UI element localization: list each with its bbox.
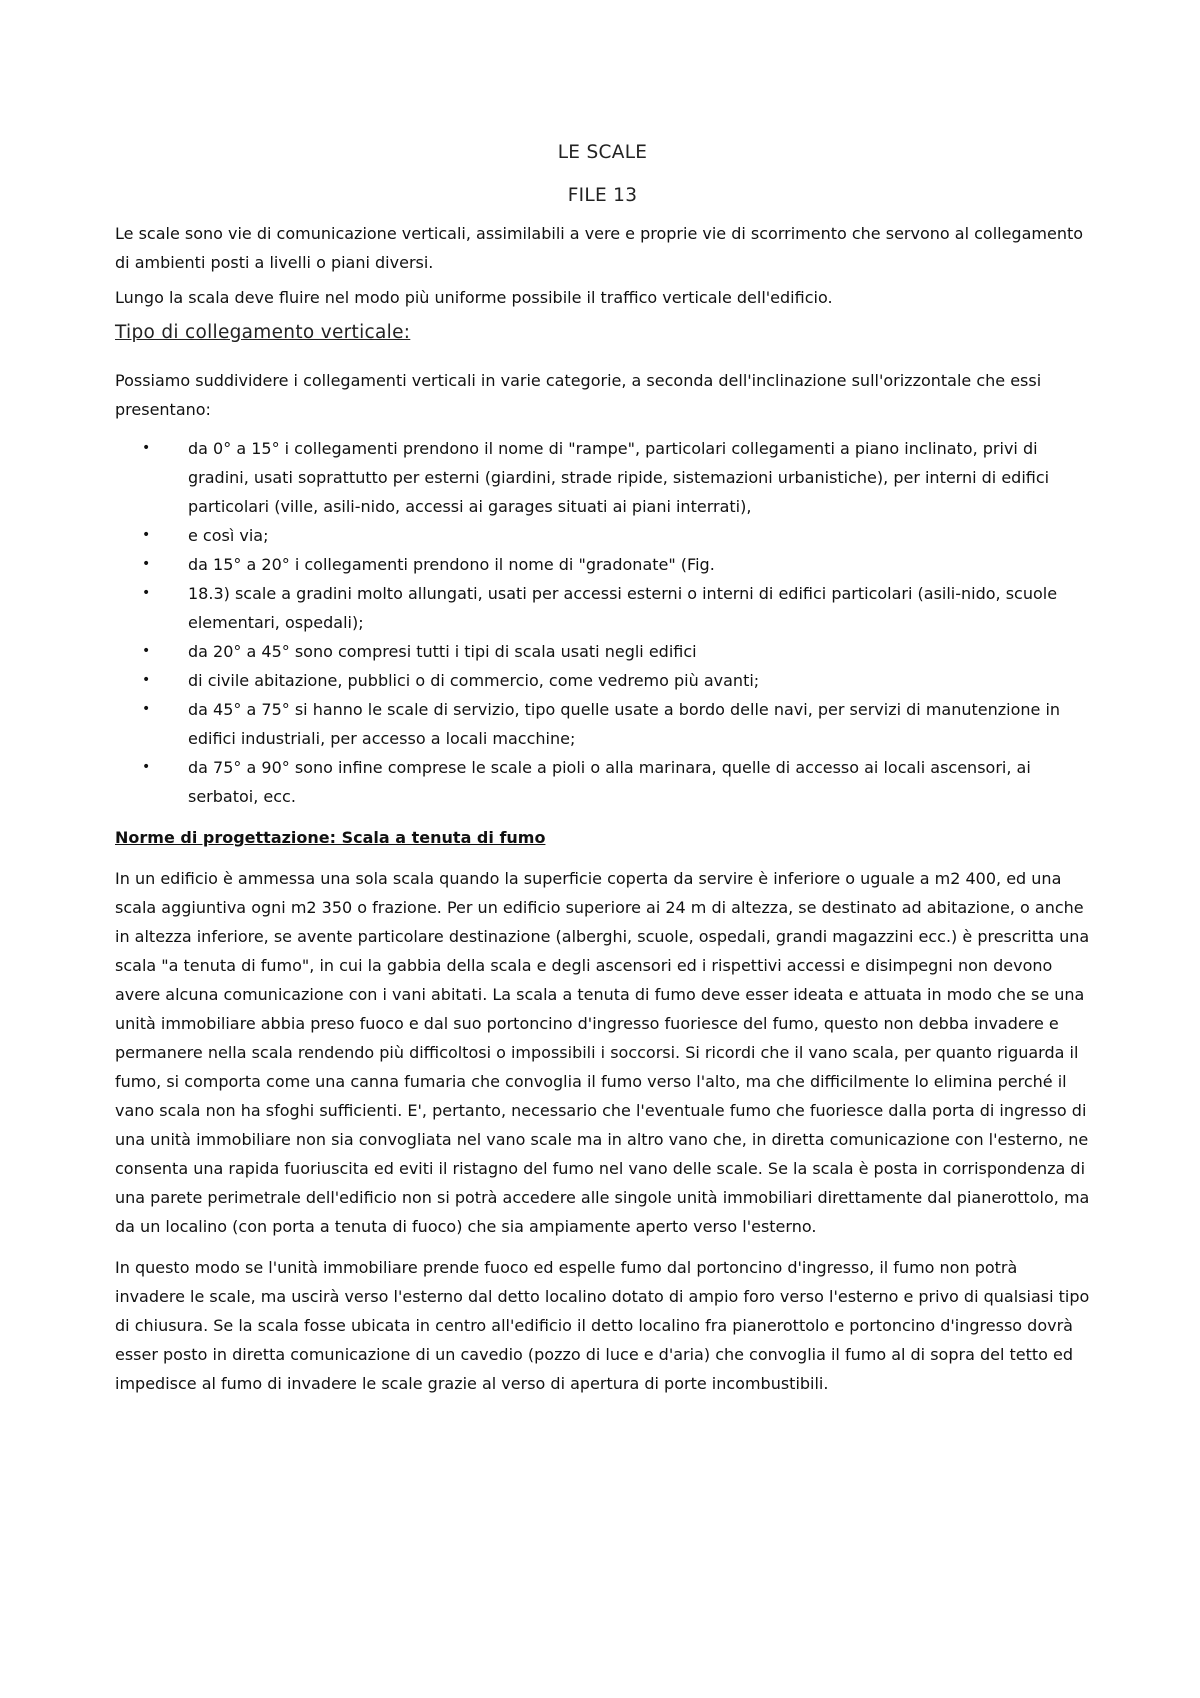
bullet-icon: • (142, 527, 151, 543)
list-item (115, 753, 1090, 811)
bullet-icon: • (142, 585, 151, 601)
bullet-icon: • (142, 440, 151, 456)
inclination-list (115, 434, 1090, 811)
list-item-text: 18.3) scale a gradini molto allungati, usati per accessi esterni o interni di edifici particolari (asili-nido, scuole elementari, ospedali); (188, 584, 1058, 632)
document-subtitle: FILE 13 (567, 185, 638, 206)
section-intro-paragraph: Possiamo suddividere i collegamenti verticali in varie categorie, a seconda dell'inclinazione sull'orizzontale che essi presentano: (115, 371, 1042, 419)
section-heading-tipo: Tipo di collegamento verticale: (115, 322, 411, 343)
traffic-paragraph: Lungo la scala deve fluire nel modo più uniforme possibile il traffico verticale dell'edificio. (115, 288, 833, 307)
bullet-icon: • (142, 759, 151, 775)
section-heading-norme: Norme di progettazione: Scala a tenuta di fumo (115, 828, 546, 847)
list-item-text: da 45° a 75° si hanno le scale di servizio, tipo quelle usate a bordo delle navi, per servizi di manutenzione in edifici industriali, per accesso a locali macchine; (188, 700, 1061, 748)
list-item-text: da 75° a 90° sono infine comprese le scale a pioli o alla marinara, quelle di accesso ai locali ascensori, ai serbatoi, ecc. (188, 758, 1031, 806)
bullet-icon: • (142, 701, 151, 717)
list-item-text: da 15° a 20° i collegamenti prendono il nome di "gradonate" (Fig. (188, 555, 715, 574)
list-item (115, 550, 1090, 579)
bullet-icon: • (142, 556, 151, 572)
list-item (115, 666, 1090, 695)
list-item-text: e così via; (188, 526, 269, 545)
norme-paragraph-2: In questo modo se l'unità immobiliare prende fuoco ed espelle fumo dal portoncino d'ingresso, il fumo non potrà invadere le scale, ma uscirà verso l'esterno dal detto localino dotato di ampio foro verso l'esterno e privo di qualsiasi tipo di chiusura. Se la scala fosse ubicata in centro all'edificio il detto localino fra pianerottolo e portoncino d'ingresso dovrà esser posto in diretta comunicazione di un cavedio (pozzo di luce e d'aria) che convoglia il fumo al di sopra del tetto ed impedisce al fumo di invadere le scale grazie al verso di apertura di porte incombustibili. (115, 1258, 1090, 1393)
list-item (115, 637, 1090, 666)
intro-paragraph: Le scale sono vie di comunicazione verticali, assimilabili a vere e proprie vie di scorrimento che servono al collegamento di ambienti posti a livelli o piani diversi. (115, 224, 1084, 272)
list-item-text: di civile abitazione, pubblici o di commercio, come vedremo più avanti; (188, 671, 760, 690)
list-item (115, 695, 1090, 753)
list-item-text: da 20° a 45° sono compresi tutti i tipi di scala usati negli edifici (188, 642, 697, 661)
list-item (115, 434, 1090, 521)
list-item (115, 579, 1090, 637)
bullet-icon: • (142, 643, 151, 659)
list-item (115, 521, 1090, 550)
document-title: LE SCALE (557, 142, 648, 163)
document-content (115, 140, 1090, 1398)
bullet-icon: • (142, 672, 151, 688)
list-item-text: da 0° a 15° i collegamenti prendono il nome di "rampe", particolari collegamenti a piano inclinato, privi di gradini, usati soprattutto per esterni (giardini, strade ripide, sistemazioni urbanistiche), per interni di edifici particolari (ville, asili-nido, accessi ai garages situati ai piani interrati), (188, 439, 1050, 516)
norme-paragraph-1: In un edificio è ammessa una sola scala quando la superficie coperta da servire è inferiore o uguale a m2 400, ed una scala aggiuntiva ogni m2 350 o frazione. Per un edificio superiore ai 24 m di altezza, se destinato ad abitazione, o anche in altezza inferiore, se avente particolare destinazione (alberghi, scuole, ospedali, grandi magazzini ecc.) è prescritta una scala "a tenuta di fumo", in cui la gabbia della scala e degli ascensori ed i rispettivi accessi e disimpegni non devono avere alcuna comunicazione con i vani abitati. La scala a tenuta di fumo deve esser ideata e attuata in modo che se una unità immobiliare abbia preso fuoco e dal suo portoncino d'ingresso fuoriesce del fumo, questo non debba invadere e permanere nella scala rendendo più difficoltosi o impossibili i soccorsi. Si ricordi che il vano scala, per quanto riguarda il fumo, si comporta come una canna fumaria che convoglia il fumo verso l'alto, ma che difficilmente lo elimina perché il vano scala non ha sfoghi sufficienti. E', pertanto, necessario che l'eventuale fumo che fuoriesce dalla porta di ingresso di una unità immobiliare non sia convogliata nel vano scale ma in altro vano che, in diretta comunicazione con l'esterno, ne consenta una rapida fuoriuscita ed eviti il ristagno del fumo nel vano delle scale. Se la scala è posta in corrispondenza di una parete perimetrale dell'edificio non si potrà accedere alle singole unità immobiliari direttamente dal pianerottolo, ma da un localino (con porta a tenuta di fuoco) che sia ampiamente aperto verso l'esterno. (115, 869, 1090, 1236)
